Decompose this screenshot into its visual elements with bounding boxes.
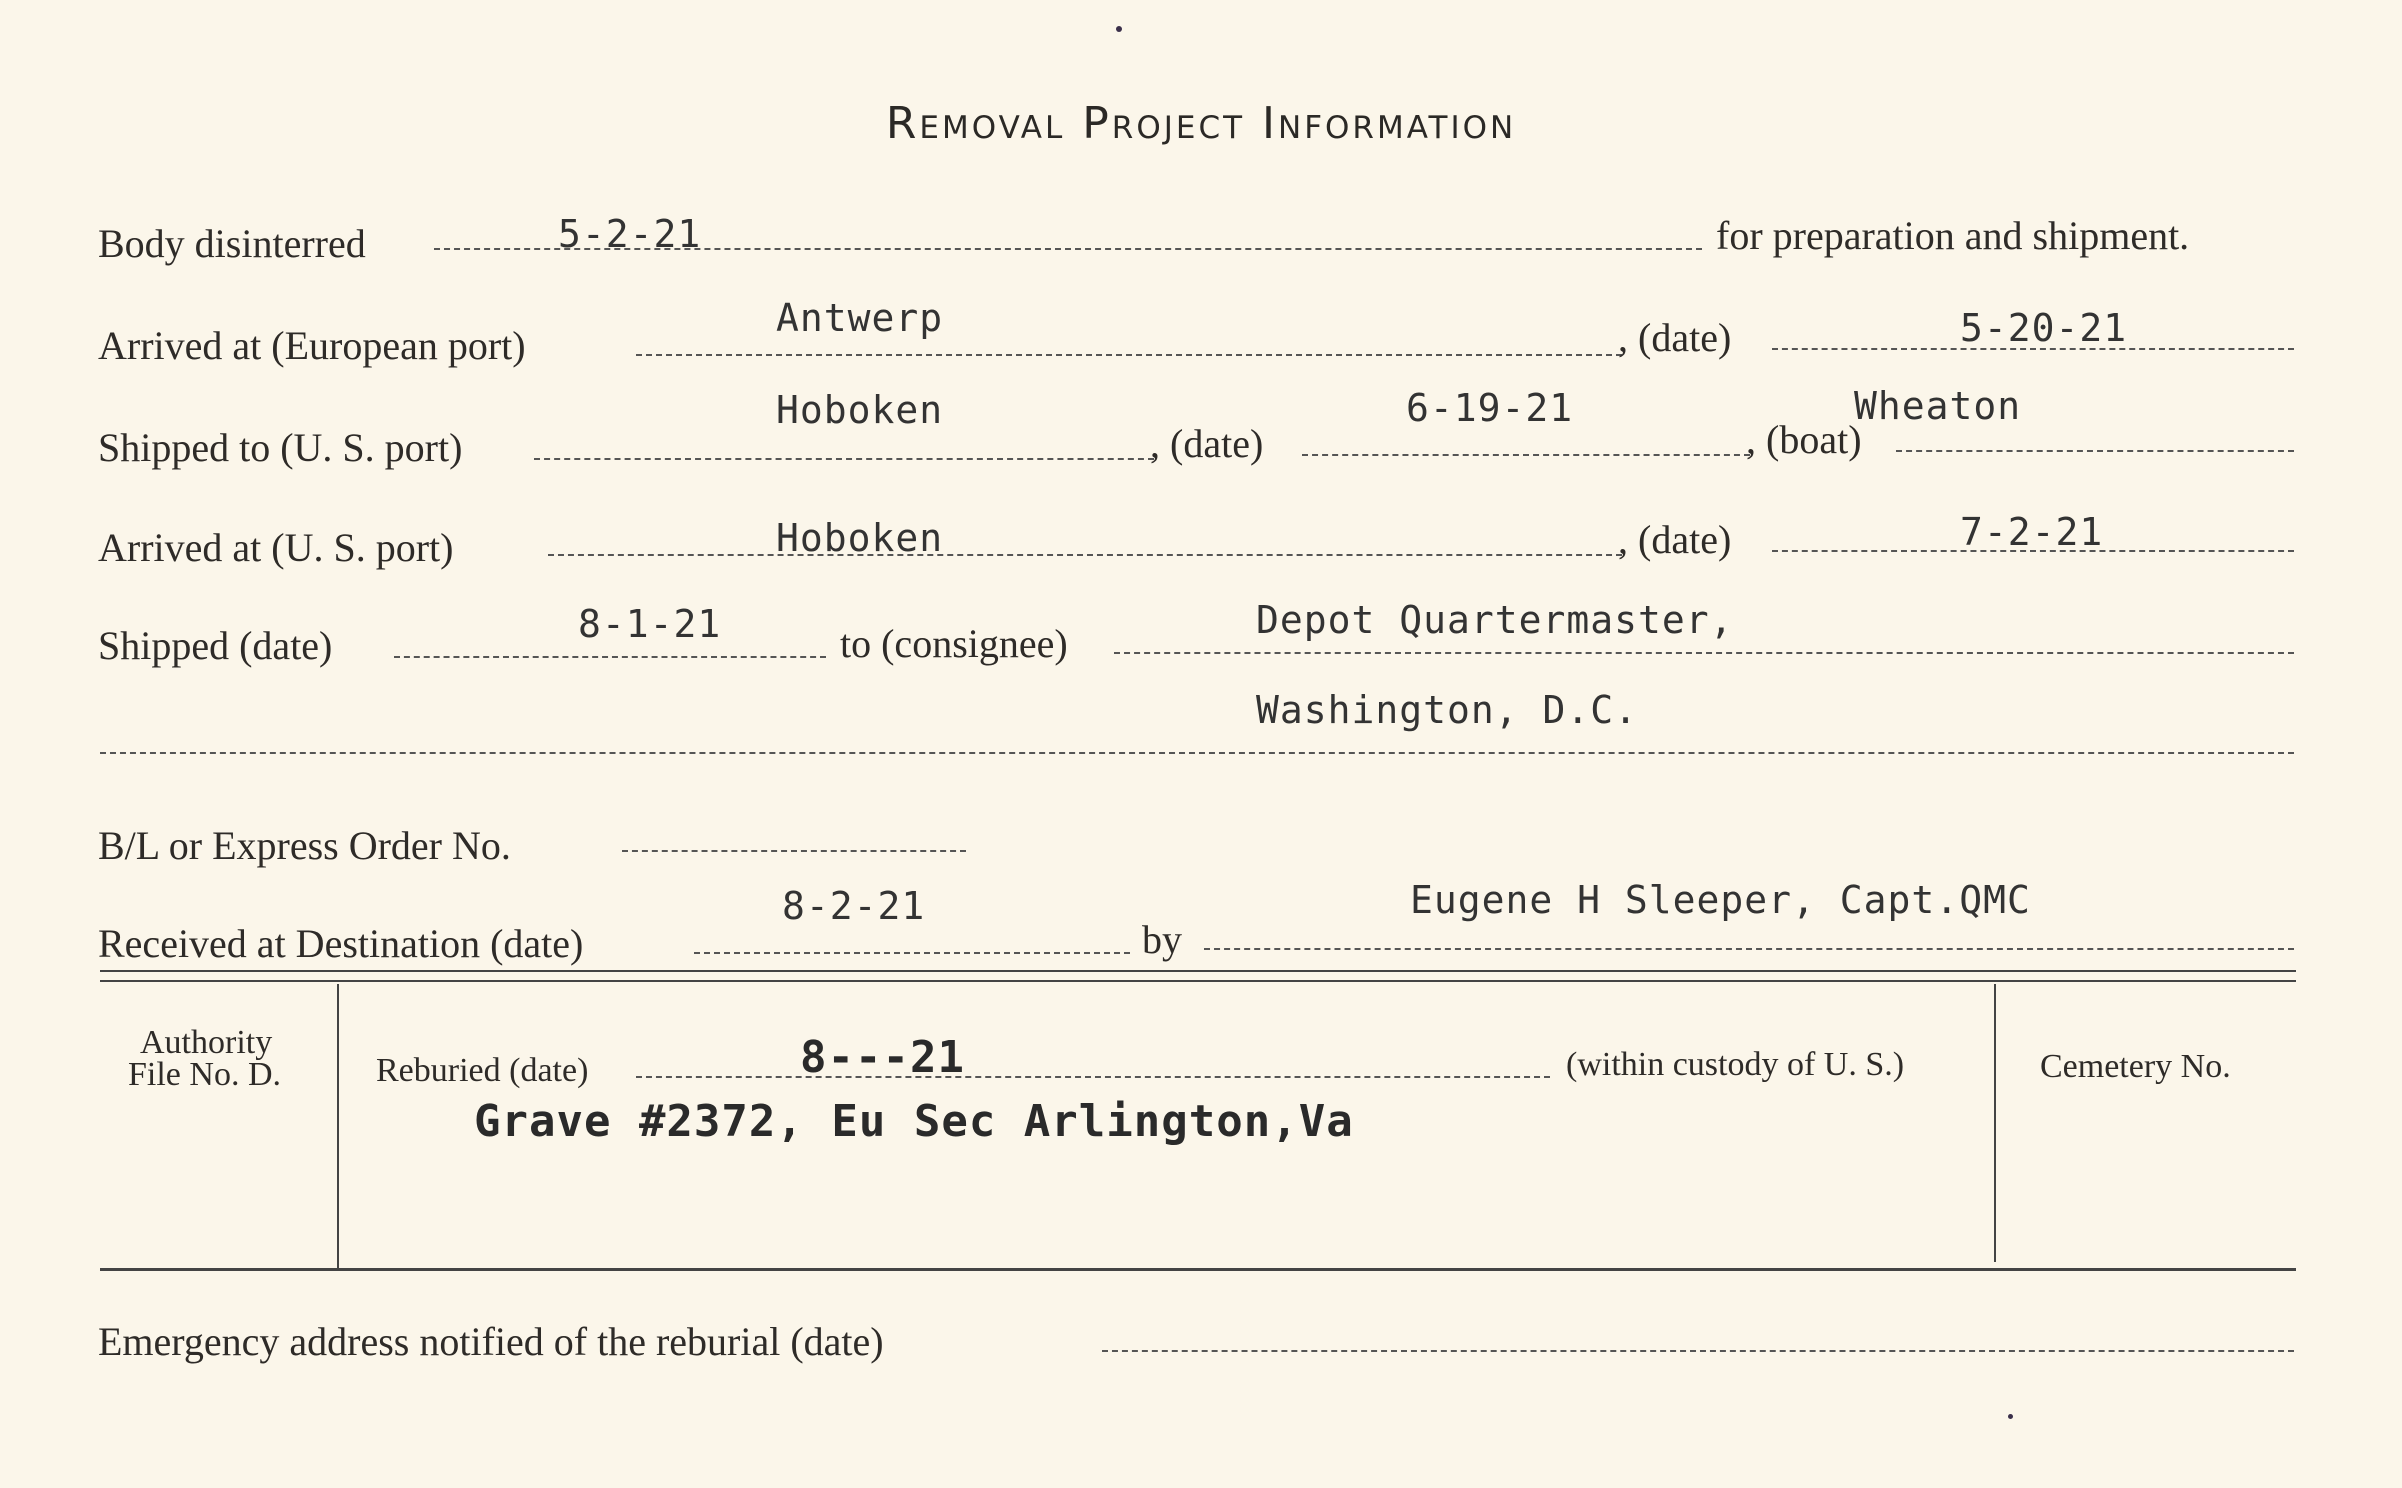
- shipped-us-port-value: Hoboken: [776, 388, 944, 432]
- european-port-date-label: , (date): [1618, 315, 1732, 360]
- european-port-line: [636, 354, 1622, 356]
- received-by-line: [1204, 948, 2294, 950]
- received-label: Received at Destination (date): [98, 921, 584, 966]
- reburied-date: 8---21: [800, 1032, 965, 1083]
- ink-speck: [2008, 1414, 2013, 1419]
- boat-value: Wheaton: [1854, 384, 2022, 428]
- grave-location: Grave #2372, Eu Sec Arlington,Va: [474, 1096, 1354, 1147]
- authority-line1: Authority: [140, 1024, 273, 1061]
- arrived-us-port-label: Arrived at (U. S. port): [98, 525, 454, 570]
- cemetery-no-label: Cemetery No.: [2040, 1048, 2231, 1085]
- body-disinterred-date: 5-2-21: [558, 212, 702, 256]
- consignee-value-line2: Washington, D.C.: [1256, 688, 1639, 732]
- body-disinterred-suffix: for preparation and shipment.: [1716, 213, 2190, 258]
- bl-order-label: B/L or Express Order No.: [98, 823, 511, 868]
- arrived-us-port-date: 7-2-21: [1960, 510, 2104, 554]
- authority-file-no: File No. D.: [128, 1056, 281, 1093]
- consignee-label: to (consignee): [840, 621, 1068, 666]
- cemetery-divider: [1994, 984, 1996, 1262]
- european-port-label: Arrived at (European port): [98, 323, 526, 368]
- consignee-value-line1: Depot Quartermaster,: [1256, 598, 1734, 642]
- ink-dot: [1116, 26, 1122, 32]
- shipped-us-port-label: Shipped to (U. S. port): [98, 425, 463, 470]
- european-port-date: 5-20-21: [1960, 306, 2128, 350]
- bl-order-line: [622, 850, 966, 852]
- received-date: 8-2-21: [782, 884, 926, 928]
- arrived-us-port-line: [548, 554, 1622, 556]
- boat-line: [1896, 450, 2294, 452]
- shipped-us-port-date-label: , (date): [1150, 421, 1264, 466]
- double-rule-top: [100, 970, 2296, 972]
- shipped-date-line: [394, 656, 826, 658]
- reburied-label: Reburied (date): [376, 1052, 589, 1089]
- emergency-line: [1102, 1350, 2294, 1352]
- received-date-line: [694, 952, 1130, 954]
- consignee-line-1: [1114, 652, 2294, 654]
- reburied-line: [636, 1076, 1550, 1078]
- received-by: Eugene H Sleeper, Capt.QMC: [1410, 878, 2031, 922]
- european-port-value: Antwerp: [776, 296, 944, 340]
- arrived-us-port-date-label: , (date): [1618, 517, 1732, 562]
- double-rule-bottom: [100, 980, 2296, 982]
- authority-divider: [337, 984, 339, 1268]
- card-title: Removal Project Information: [885, 98, 1517, 149]
- shipped-us-port-date-line: [1302, 454, 1750, 456]
- arrived-us-port-value: Hoboken: [776, 516, 944, 560]
- shipped-us-port-date: 6-19-21: [1406, 386, 1574, 430]
- received-by-label: by: [1142, 917, 1182, 962]
- shipped-date-value: 8-1-21: [578, 602, 722, 646]
- consignee-line-2: [100, 752, 2294, 754]
- boat-label: , (boat): [1746, 417, 1862, 462]
- custody-note: (within custody of U. S.): [1566, 1046, 1905, 1083]
- shipped-us-port-line: [534, 458, 1154, 460]
- body-disinterred-label: Body disinterred: [98, 221, 366, 266]
- shipped-date-label: Shipped (date): [98, 623, 333, 668]
- emergency-label: Emergency address notified of the reburial (date): [98, 1319, 884, 1364]
- bottom-rule: [100, 1268, 2296, 1271]
